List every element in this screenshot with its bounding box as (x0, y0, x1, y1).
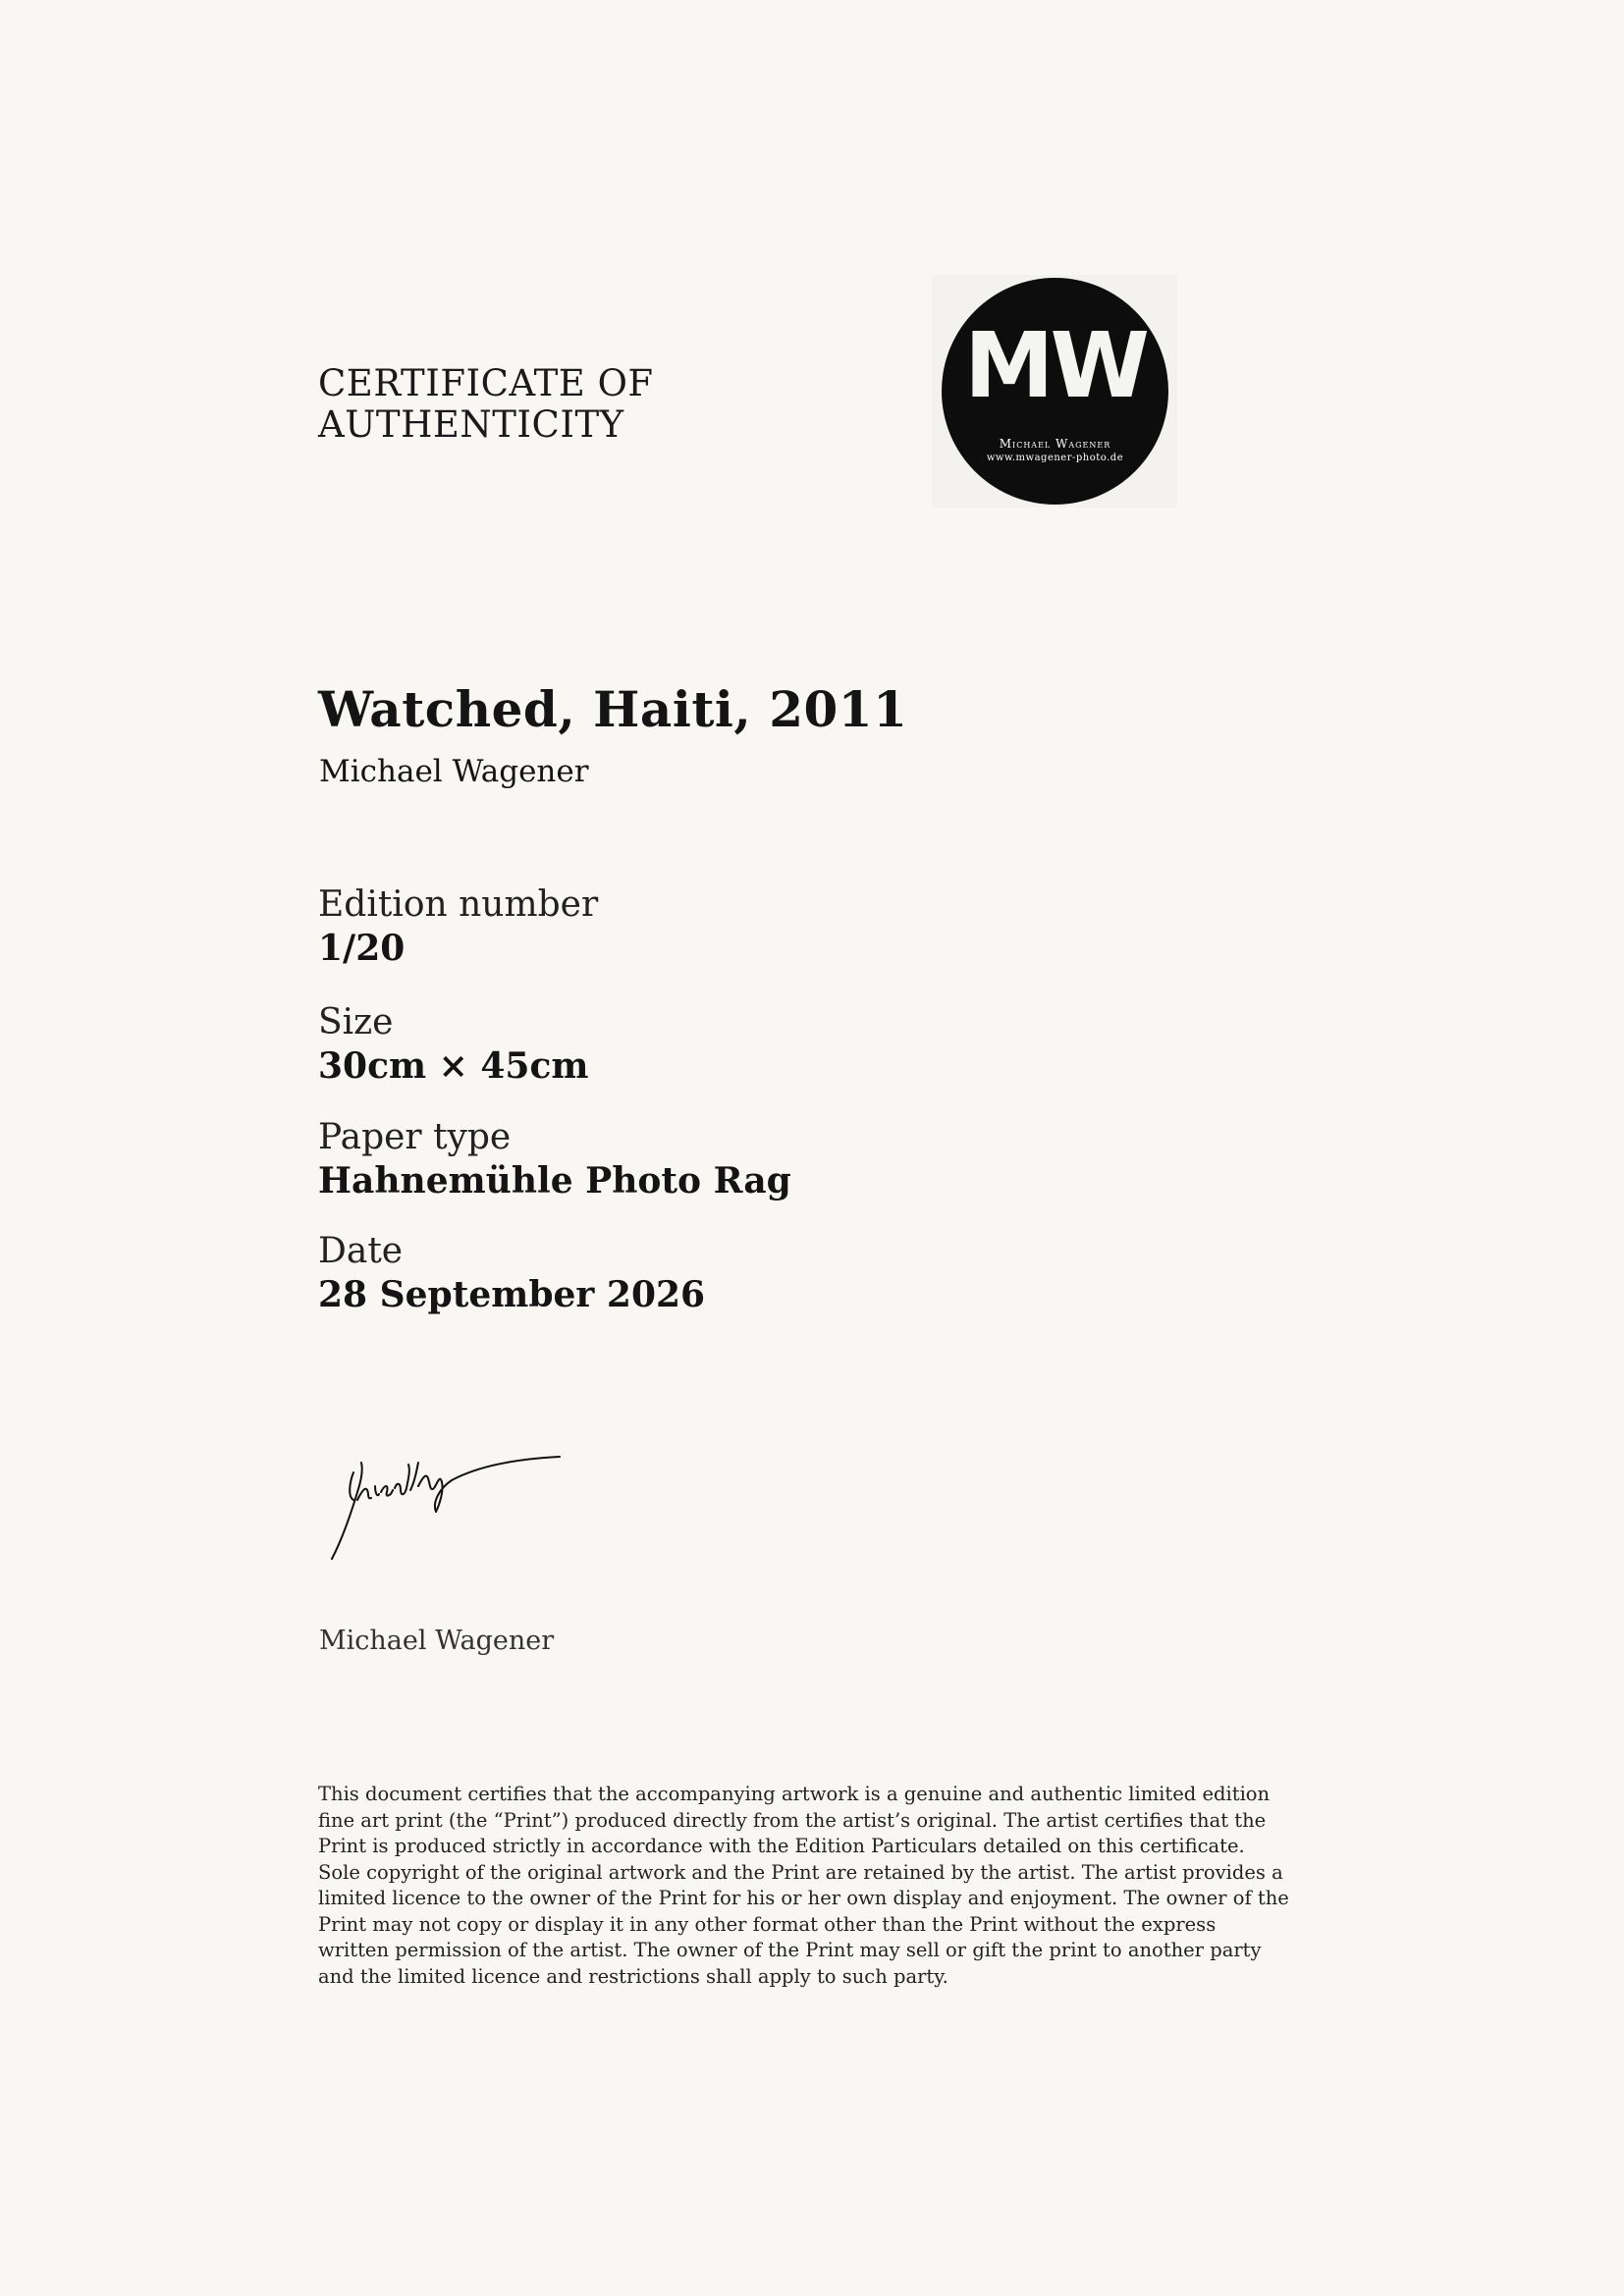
signature-name: Michael Wagener (319, 1626, 555, 1656)
heading-line-2: AUTHENTICITY (318, 403, 624, 446)
logo-mark: MW (963, 313, 1147, 418)
date-detail (318, 1230, 705, 1316)
paper-label: Paper type (318, 1117, 512, 1157)
certificate-heading (318, 363, 654, 446)
edition-label: Edition number (318, 884, 599, 925)
logo-circle (942, 278, 1168, 505)
size-value: 30cm × 45cm (318, 1045, 589, 1087)
logo-url: www.mwagener-photo.de (986, 453, 1124, 463)
artwork-title: Watched, Haiti, 2011 (318, 680, 908, 738)
size-detail (318, 1001, 588, 1088)
paper-detail (318, 1116, 791, 1202)
heading-line-1: CERTIFICATE OF (318, 362, 654, 404)
size-label: Size (318, 1002, 394, 1042)
edition-value: 1/20 (318, 928, 406, 969)
logo-name: Michael Wagener (999, 437, 1111, 451)
signature-image (324, 1443, 569, 1566)
artist-logo (932, 275, 1177, 507)
paper-value: Hahnemühle Photo Rag (318, 1160, 791, 1201)
edition-detail (318, 883, 598, 970)
legal-text: This document certifies that the accompanying artwork is a genuine and authentic limited edition fine art print (the “Print”) produced directly from the artist’s original. The artist certifies that the Print is produced strictly in accordance with the Edition Particulars detailed on this certificate. Sole copyright of the original artwork and the Print are retained by the artist. The artist provides a limited licence to the owner of the Print for his or her own display and enjoyment. The owner of the Print may not copy or display it in any other format other than the Print without the express written permission of the artist. The owner of the Print may sell or gift the print to another party and the limited licence and restrictions shall apply to such party. (318, 1783, 1289, 1988)
date-label: Date (318, 1231, 404, 1271)
artist-name: Michael Wagener (319, 754, 589, 789)
date-value: 28 September 2026 (318, 1274, 706, 1315)
